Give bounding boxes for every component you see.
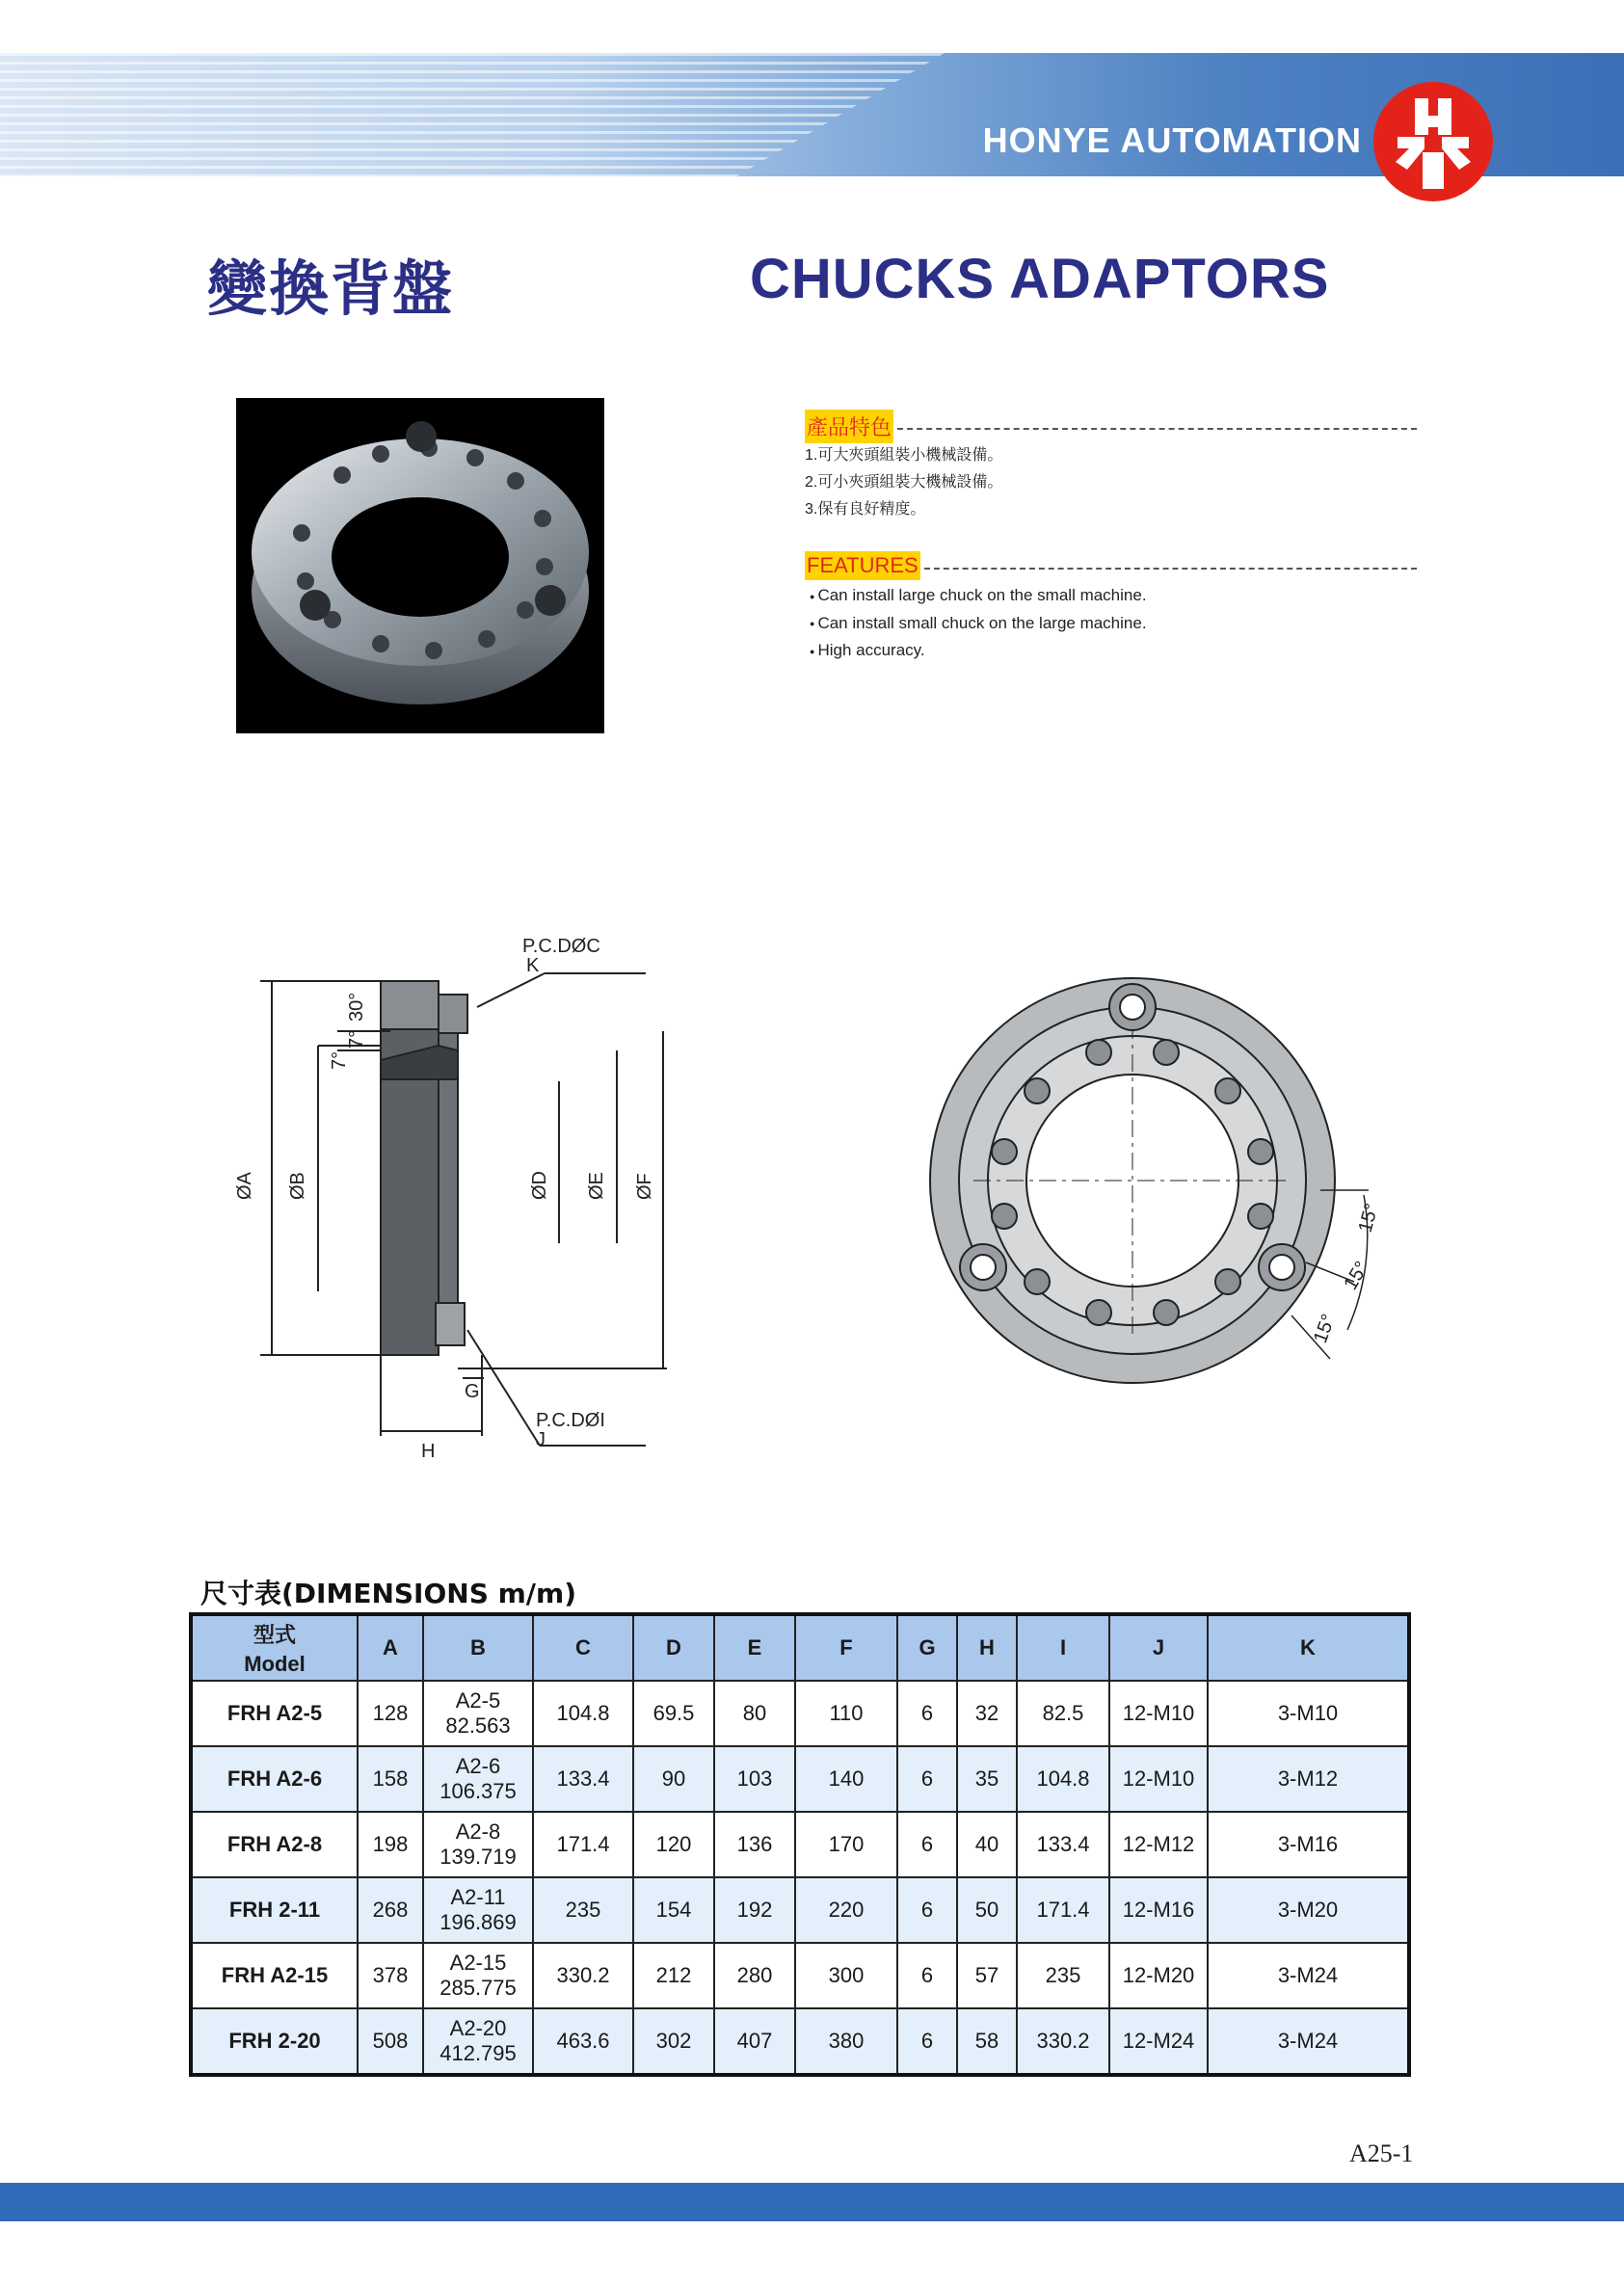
column-header: C [533,1614,633,1681]
features-chinese-tag: 產品特色 [805,410,893,443]
cell-k: 3-M20 [1208,1877,1409,1943]
cell-j: 12-M24 [1109,2008,1208,2075]
cell-j: 12-M12 [1109,1812,1208,1877]
company-name: HONYE AUTOMATION [982,120,1362,160]
cell-c: 463.6 [533,2008,633,2075]
label-diameter-a: ØA [234,1172,255,1200]
label-angle-15: 15° [1354,1201,1383,1235]
cell-g: 6 [897,1681,957,1746]
header-stripes [0,53,945,176]
label-h: H [421,1441,436,1462]
column-header: E [714,1614,795,1681]
cell-j: 12-M16 [1109,1877,1208,1943]
dimensions-title: 尺寸表(DIMENSIONS m/m) [200,1578,576,1609]
divider [924,568,1417,570]
cell-d: 302 [633,2008,714,2075]
cell-c: 235 [533,1877,633,1943]
cell-f: 140 [795,1746,897,1812]
model-header-cn: 型式 [253,1623,296,1647]
column-header: F [795,1614,897,1681]
cell-i: 82.5 [1017,1681,1109,1746]
cell-a: 158 [358,1746,423,1812]
cell-e: 80 [714,1681,795,1746]
feature-en-item: ● High accuracy. [805,637,1417,665]
cell-b-value: 82.563 [445,1713,511,1738]
feature-cn-item: 3.保有良好精度。 [805,501,926,518]
column-header: B [423,1614,533,1681]
features-chinese [805,410,1417,523]
cell-model: FRH A2-5 [191,1681,358,1746]
cell-a: 508 [358,2008,423,2075]
model-header-en: Model [244,1652,306,1676]
company-logo-icon [1369,77,1498,206]
cell-f: 110 [795,1681,897,1746]
cell-j: 12-M10 [1109,1681,1208,1746]
page-number: A25-1 [1349,2139,1414,2167]
cell-h: 57 [957,1943,1017,2008]
features-english-tag: FEATURES [805,551,920,580]
cell-i: 171.4 [1017,1877,1109,1943]
label-angle-15: 15° [1310,1311,1341,1346]
cell-k: 3-M10 [1208,1681,1409,1746]
label-pcd-c: P.C.DØC [522,936,600,957]
cell-f: 380 [795,2008,897,2075]
dimensions-table [189,1612,1411,2077]
column-header: H [957,1614,1017,1681]
cell-b [423,2008,533,2075]
cell-e: 103 [714,1746,795,1812]
features-english [805,549,1417,665]
column-header: K [1208,1614,1409,1681]
cell-model: FRH A2-8 [191,1812,358,1877]
label-j: J [536,1429,546,1450]
label-angle: 7° [329,1050,350,1070]
cell-i: 330.2 [1017,2008,1109,2075]
cell-c: 104.8 [533,1681,633,1746]
cell-g: 6 [897,1746,957,1812]
table-row [191,1812,1409,1877]
column-header: A [358,1614,423,1681]
label-angle-15: 15° [1340,1258,1373,1294]
label-pcd-i: P.C.DØI [536,1410,605,1431]
footer-band [0,2183,1624,2221]
cell-a: 198 [358,1812,423,1877]
cell-a: 128 [358,1681,423,1746]
cell-j: 12-M10 [1109,1746,1208,1812]
cell-g: 6 [897,1943,957,2008]
cell-b [423,1746,533,1812]
table-row [191,1877,1409,1943]
cell-b-value: 285.775 [439,1976,517,2000]
cell-h: 50 [957,1877,1017,1943]
cell-b-value: 412.795 [439,2041,517,2065]
label-g: G [465,1381,480,1402]
cell-k: 3-M12 [1208,1746,1409,1812]
cell-model: FRH A2-15 [191,1943,358,2008]
cell-j: 12-M20 [1109,1943,1208,2008]
feature-en-item: ● Can install small chuck on the large machine. [805,610,1417,638]
cell-b-spec: A2-11 [450,1885,506,1909]
cell-b-spec: A2-15 [449,1951,507,1975]
cell-i: 235 [1017,1943,1109,2008]
cell-b-spec: A2-8 [455,1819,501,1844]
cell-i: 133.4 [1017,1812,1109,1877]
column-header-model [191,1614,358,1681]
column-header: D [633,1614,714,1681]
cell-h: 58 [957,2008,1017,2075]
cell-b-spec: A2-5 [455,1688,501,1713]
cell-a: 378 [358,1943,423,2008]
cell-k: 3-M16 [1208,1812,1409,1877]
front-view-drawing [916,964,1398,1407]
cell-b-spec: A2-6 [455,1754,501,1778]
cell-b-value: 106.375 [439,1779,517,1803]
table-row [191,2008,1409,2075]
label-angle: 30° [346,992,367,1022]
cell-k: 3-M24 [1208,1943,1409,2008]
cell-b-spec: A2-20 [449,2016,507,2040]
cell-b [423,1943,533,2008]
cell-i: 104.8 [1017,1746,1109,1812]
cell-f: 220 [795,1877,897,1943]
product-photo [236,398,604,733]
cell-d: 90 [633,1746,714,1812]
side-section-drawing [222,925,684,1474]
cell-model: FRH A2-6 [191,1746,358,1812]
cell-b-value: 196.869 [439,1910,517,1934]
divider [897,428,1417,430]
cell-a: 268 [358,1877,423,1943]
table-row [191,1943,1409,2008]
cell-e: 136 [714,1812,795,1877]
cell-b [423,1877,533,1943]
feature-cn-item: 2.可小夾頭組裝大機械設備。 [805,474,1003,491]
cell-e: 192 [714,1877,795,1943]
cell-g: 6 [897,1812,957,1877]
cell-b [423,1812,533,1877]
cell-f: 300 [795,1943,897,2008]
cell-g: 6 [897,1877,957,1943]
cell-model: FRH 2-20 [191,2008,358,2075]
label-k: K [526,955,540,976]
table-row [191,1681,1409,1746]
cell-g: 6 [897,2008,957,2075]
label-diameter-d: ØD [529,1171,550,1200]
column-header: G [897,1614,957,1681]
feature-en-item: ● Can install large chuck on the small machine. [805,582,1417,610]
cell-c: 133.4 [533,1746,633,1812]
label-angle: 7° [346,1029,367,1049]
cell-b-value: 139.719 [439,1845,517,1869]
cell-e: 280 [714,1943,795,2008]
column-header: J [1109,1614,1208,1681]
column-header: I [1017,1614,1109,1681]
cell-d: 212 [633,1943,714,2008]
cell-c: 171.4 [533,1812,633,1877]
cell-model: FRH 2-11 [191,1877,358,1943]
table-header-row [191,1614,1409,1681]
cell-e: 407 [714,2008,795,2075]
cell-b [423,1681,533,1746]
label-diameter-e: ØE [586,1172,607,1200]
table-row [191,1746,1409,1812]
cell-k: 3-M24 [1208,2008,1409,2075]
cell-f: 170 [795,1812,897,1877]
cell-c: 330.2 [533,1943,633,2008]
cell-d: 154 [633,1877,714,1943]
cell-d: 69.5 [633,1681,714,1746]
cell-h: 40 [957,1812,1017,1877]
label-diameter-b: ØB [287,1172,308,1200]
page-title-chinese: 變換背盤 [207,253,455,324]
cell-h: 35 [957,1746,1017,1812]
feature-cn-item: 1.可大夾頭組裝小機械設備。 [805,447,1003,464]
cell-d: 120 [633,1812,714,1877]
cell-h: 32 [957,1681,1017,1746]
label-diameter-f: ØF [634,1173,655,1200]
page-title-english: CHUCKS ADAPTORS [750,248,1330,310]
